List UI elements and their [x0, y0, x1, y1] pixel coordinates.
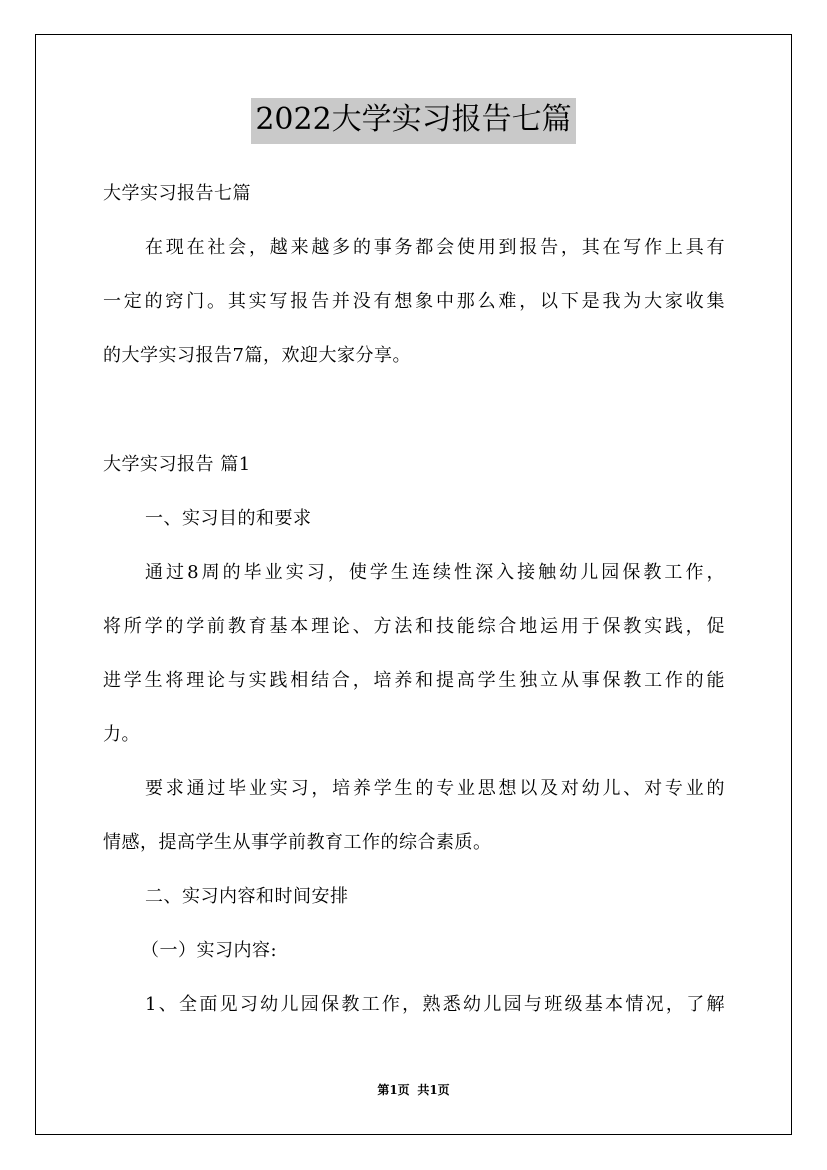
para2-line-2: 情感，提高学生从事学前教育工作的综合素质。	[103, 832, 492, 853]
title-container	[0, 98, 827, 144]
item-1-line: 1、全面见习幼儿园保教工作，熟悉幼儿园与班级基本情况，了解	[145, 994, 725, 1015]
heading-content-schedule: 二、实习内容和时间安排	[145, 886, 349, 907]
heading-content: （一）实习内容:	[141, 940, 278, 961]
page-footer	[0, 1082, 827, 1098]
section-heading: 大学实习报告 篇1	[103, 454, 251, 475]
para1-line-4: 力。	[103, 724, 140, 745]
para2-line-1: 要求通过毕业实习，培养学生的专业思想以及对幼儿、对专业的	[145, 778, 725, 799]
intro-line-2: 一定的窍门。其实写报告并没有想象中那么难，以下是我为大家收集	[103, 291, 725, 312]
intro-line-3: 的大学实习报告7篇，欢迎大家分享。	[103, 345, 411, 366]
document-subtitle: 大学实习报告七篇	[103, 183, 251, 204]
para1-line-1: 通过8周的毕业实习，使学生连续性深入接触幼儿园保教工作，	[145, 562, 725, 583]
para1-line-2: 将所学的学前教育基本理论、方法和技能综合地运用于保教实践，促	[103, 616, 725, 637]
heading-purpose: 一、实习目的和要求	[145, 508, 312, 529]
page-total: 共1页	[417, 1083, 450, 1097]
intro-line-1: 在现在社会，越来越多的事务都会使用到报告，其在写作上具有	[145, 237, 725, 258]
document-title: 2022大学实习报告七篇	[251, 98, 575, 144]
page-number: 第1页	[377, 1083, 410, 1097]
para1-line-3: 进学生将理论与实践相结合，培养和提高学生独立从事保教工作的能	[103, 670, 725, 691]
